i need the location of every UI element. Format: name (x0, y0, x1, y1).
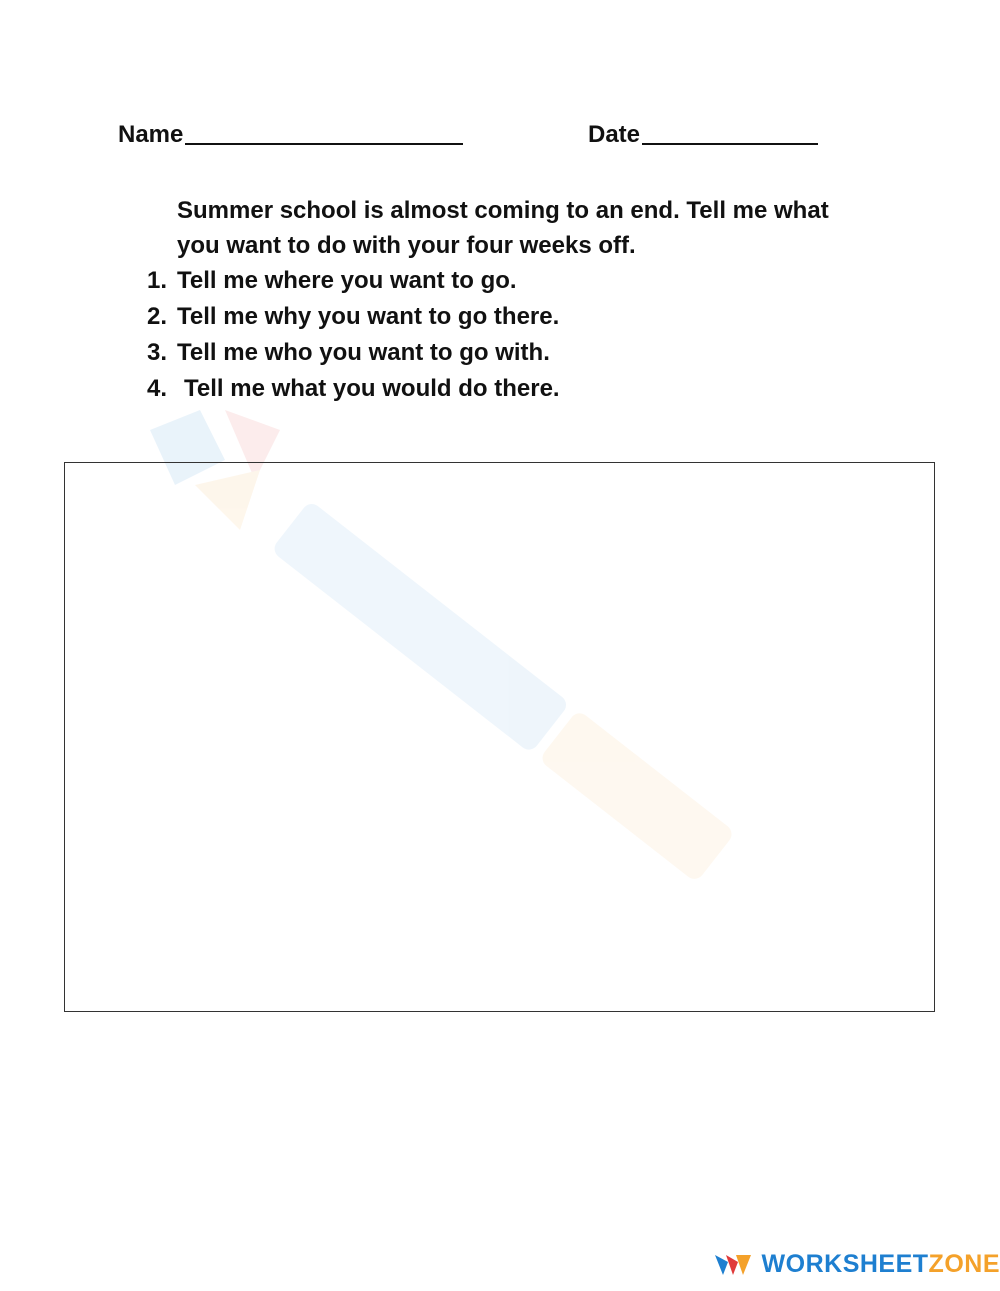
question-text: Tell me who you want to go with. (177, 339, 550, 366)
question-item (147, 263, 560, 299)
brand-footer (714, 1250, 1000, 1279)
answer-box[interactable] (64, 462, 935, 1012)
date-label: Date (588, 121, 641, 148)
question-item (147, 335, 560, 371)
date-field[interactable] (588, 120, 818, 150)
header-row (118, 120, 838, 156)
name-label: Name (118, 121, 184, 148)
name-field[interactable] (118, 120, 463, 150)
brand-name-part1: WORKSHEET (761, 1250, 929, 1278)
question-number: 4. (147, 375, 168, 402)
question-list (147, 263, 560, 407)
question-text: Tell me where you want to go. (177, 267, 517, 294)
brand-name-part2: ZONE (928, 1250, 1000, 1278)
prompt-text (177, 193, 907, 263)
question-number: 1. (147, 267, 168, 294)
prompt-line-2: you want to do with your four weeks off. (177, 232, 636, 259)
date-underline[interactable] (642, 143, 818, 145)
question-item (147, 371, 560, 407)
question-item (147, 299, 560, 335)
prompt-line-1: Summer school is almost coming to an end. Tell me what (177, 197, 829, 224)
name-underline[interactable] (185, 143, 463, 145)
question-text: Tell me what you would do there. (184, 375, 560, 402)
question-number: 2. (147, 303, 168, 330)
question-text: Tell me why you want to go there. (177, 303, 560, 330)
question-number: 3. (147, 339, 168, 366)
brand-name (762, 1250, 1000, 1279)
worksheetzone-logo-icon (714, 1252, 752, 1278)
